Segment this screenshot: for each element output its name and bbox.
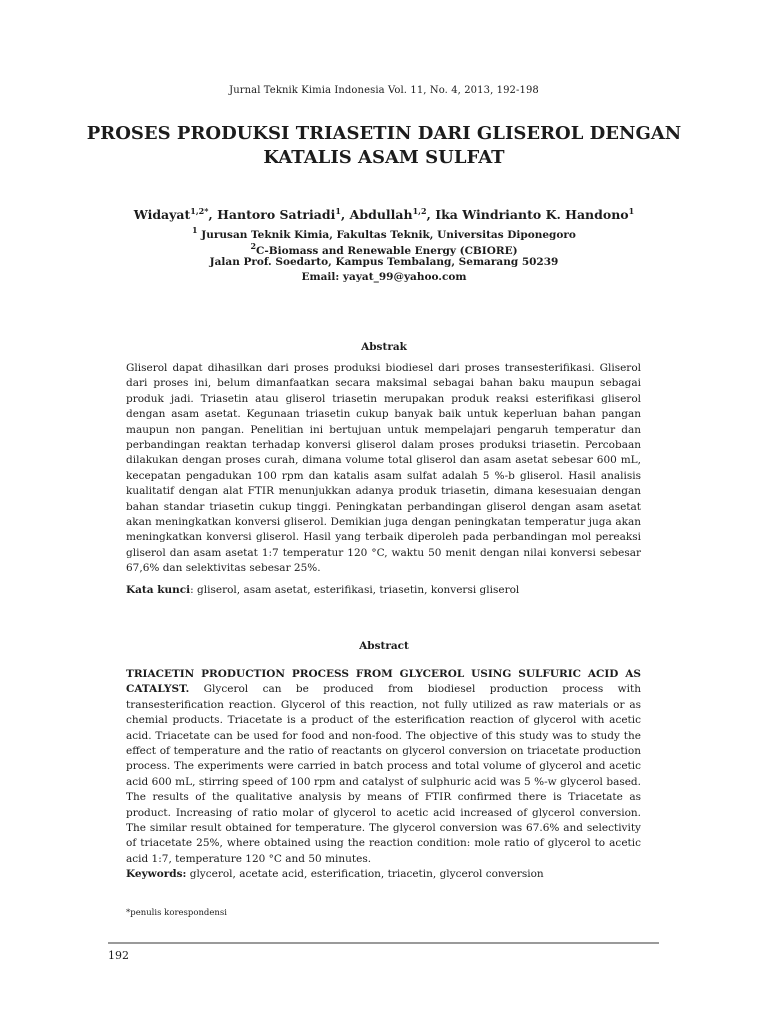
abstract-body: [126, 667, 641, 867]
abstract-heading: Abstract: [359, 640, 409, 652]
footnote: *penulis korespondensi: [126, 908, 227, 918]
affiliation-1: $^1$ Jurusan Teknik Kimia, Fakultas Teknik, Universitas Diponegoro: [192, 225, 576, 241]
affiliation-2: $^2$C-Biomass and Renewable Energy (CBIORE): [250, 241, 518, 257]
author-list: [0, 206, 768, 222]
affiliation-email: Email: yayat_99@yahoo.com: [301, 271, 467, 283]
journal-header: Jurnal Teknik Kimia Indonesia Vol. 11, No. 4, 2013, 192-198: [229, 85, 539, 96]
author: Abdullah$^{1,2}$,: [349, 206, 436, 222]
author: Ika Windrianto K. Handono$^1$: [435, 206, 635, 222]
author: Hantoro Satriadi$^1$,: [217, 206, 350, 222]
abstract-text: Glycerol can be produced from biodiesel production process with transesterification reaction. Glycerol of this reaction, not fully utilized as raw materials or as chemial products. Triacetate is a product of the esterification reaction of glycerol with acetic acid. Triacetate can be used for food and non-food. The objective of this study was to study the effect of temperature and the ratio of reactants on glycerol conversion on triacetate production process. The experiments were carried in batch process and total volume of glycerol and acetic acid 600 mL, stirring speed of 100 rpm and catalyst of sulphuric acid was 5 %-w glycerol based. The results of the qualitative analysis by means of FTIR confirmed there is Triacetate as product. Increasing of ratio molar of glycerol to acetic acid increased of glycerol conversion. The similar result obtained for temperature. The glycerol conversion was 67.6% and selectivity of triacetate 25%, where obtained using the reaction condition: mole ratio of glycerol to acetic acid 1:7, temperature 120 °C and 50 minutes.: [126, 683, 641, 865]
abstract-title-lead: TRIACETIN PRODUCTION PROCESS FROM GLYCEROL USING SULFURIC ACID AS CATALYST.: [126, 668, 641, 696]
footer-divider: [108, 942, 659, 944]
abstrak-body: Gliserol dapat dihasilkan dari proses produksi biodiesel dari proses transesterifikasi. Gliserol dari proses ini, belum dimanfaatkan secara maksimal sebagai bahan baku maupun sebagai produk jadi. Triasetin atau gliserol triasetin merupakan produk reaksi esterifikasi gliserol dengan asam asetat. Kegunaan triasetin cukup banyak baik untuk keperluan bahan pangan maupun non pangan. Penelitian ini bertujuan untuk mempelajari pengaruh temperatur dan perbandingan reaktan terhadap konversi gliserol dalam proses produksi triasetin. Percobaan dilakukan dengan proses curah, dimana volume total gliserol dan asam asetat sebesar 600 mL, kecepatan pengadukan 100 rpm dan katalis asam sulfat adalah 5 %-b gliserol. Hasil analisis kualitatif dengan alat FTIR menunjukkan adanya produk triasetin, dimana kesesuaian dengan bahan standar triasetin cukup tinggi. Peningkatan perbandingan gliserol dengan asam asetat akan meningkatkan konversi gliserol. Demikian juga dengan peningkatan temperatur juga akan meningkatkan konversi gliserol. Hasil yang terbaik diperoleh pada perbandingan mol pereaksi gliserol dan asam asetat 1:7 temperatur 120 °C, waktu 50 menit dengan nilai konversi sebesar 67,6% dan selektivitas sebesar 25%.: [126, 362, 641, 575]
author: Widayat$^{1,2*}$,: [133, 206, 218, 222]
keywords-text: : gliserol, asam asetat, esterifikasi, triasetin, konversi gliserol: [190, 584, 520, 596]
abstrak-keywords: [126, 583, 641, 598]
paper-title: PROSES PRODUKSI TRIASETIN DARI GLISEROL DENGAN KATALIS ASAM SULFAT: [86, 123, 682, 168]
abstract-keywords: [126, 867, 641, 882]
keywords-text: glycerol, acetate acid, esterification, triacetin, glycerol conversion: [186, 868, 544, 880]
abstrak-heading: Abstrak: [361, 341, 407, 353]
keywords-label: Kata kunci: [126, 584, 191, 596]
page-number: 192: [108, 949, 129, 962]
keywords-label: Keywords:: [126, 868, 187, 880]
affiliation-address: Jalan Prof. Soedarto, Kampus Tembalang, Semarang 50239: [209, 256, 559, 268]
